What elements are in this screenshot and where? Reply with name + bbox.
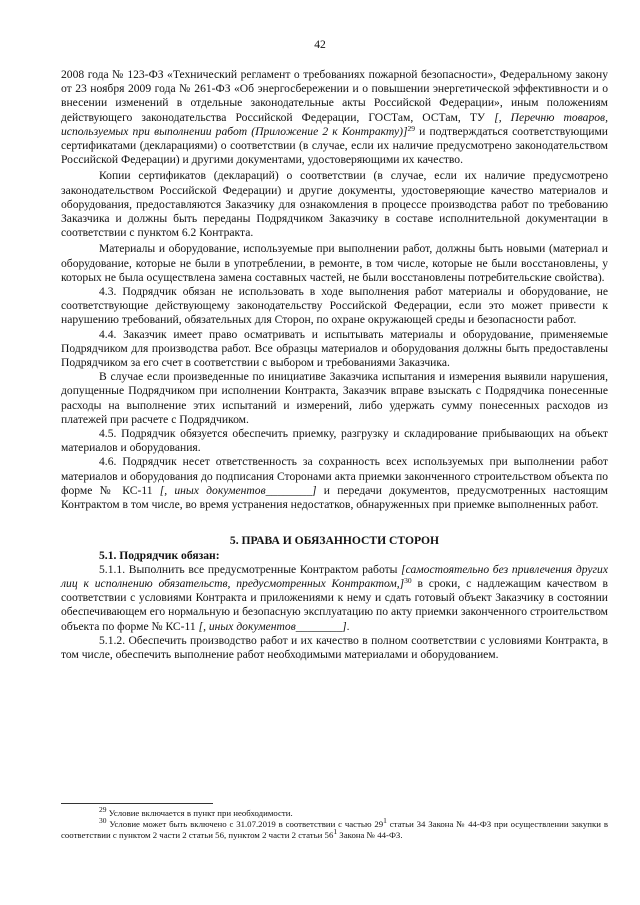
footnote-30: $^{30}$ Условие может быть включено с 31.07.2019 в соответствии с частью $29^1$ статьи 34 Закона № 44-ФЗ при осуществлении закупки в соответствии с пунктом 2 части 2 статьи 56, пунктом 2 части 2 статьи $56^1$ Закона № 44-ФЗ. (61, 816, 608, 840)
footnote-ref-29[interactable]: 29 (407, 123, 415, 133)
paragraph-certificates: Копии сертификатов (деклараций) о соответствии (в случае, если их наличие предусмотрено законодательством Российской Федерации) и другие документы, удостоверяющие качество материалов и оборудования, предоставляются Заказчику для ознакомления в процессе производства работ по требованию Заказчика и должны быть переданы Подрядчиком Заказчику в составе исполнительной документации в соответствии с пунктом 6.2 Контракта. (61, 169, 608, 240)
section-subheading: 5.1. Подрядчик обязан: (99, 548, 220, 562)
paragraph-4-6: 4.6. Подрядчик несет ответственность за сохранность всех используемых при выполнении работ материалов и оборудования до подписания Сторонами акта приемки законченного строительством объекта по форме № КС-11 [, иных документов________] и передачи документов, предусмотренных настоящим Контрактом в том числе, во время устранения недостатков, обнаруженных при приемке выполненных работ. (61, 455, 609, 512)
footnote-separator (61, 803, 213, 804)
paragraph-4-4: 4.4. Заказчик имеет право осматривать и испытывать материалы и оборудование, применяемые Подрядчиком для производства работ. Все образцы материалов и оборудования должны быть предоставлены Подрядчиком за его счет в соответствии с выбором и требованиями Заказчика. (61, 327, 608, 370)
paragraph-requirements: 2008 года № 123-ФЗ «Технический регламент о требованиях пожарной безопасности», Федеральному закону от 23 ноября 2009 года № 261-ФЗ «Об энергосбережении и о повышении энергетической эффективности и о внесении изменений в отдельные законодательные акты Российской Федерации», иным положениям действующего законодательства Российской Федерации, ГОСТам, ОСТам, ТУ [, Перечню товаров, используемых при выполнении работ (Приложение 2 к Контракту)]$^{29}$ и подтверждаться соответствующими сертификатами (декларациями) о соответствии (в случае, если их наличие предусмотрено законодательством Российской Федерации) и другими документами, удостоверяющими их качество. (61, 68, 608, 167)
footnote-ref-30[interactable]: 30 (404, 575, 412, 585)
document-body (61, 68, 608, 662)
paragraph-5-1-1: 5.1.1. Выполнить все предусмотренные Контрактом работы [самостоятельно без привлечения других лиц к исполнению обязательств, предусмотренных Контрактом,]$^{30}$ в сроки, с надлежащим качеством в соответствии с условиями Контракта и приложениями к нему и сдать готовый объект Заказчику в состоянии обеспечивающем его нормальную и безопасную эксплуатацию по акту приемки законченного строительством объекта по форме № КС-11 [, иных документов________]. (61, 562, 608, 633)
paragraph-5-1-2: 5.1.2. Обеспечить производство работ и их качество в полном соответствии с условиями Контракта, в том числе, обеспечить выполнение работ необходимыми материалами и оборудованием. (61, 633, 608, 661)
section-heading: 5. ПРАВА И ОБЯЗАННОСТИ СТОРОН (229, 534, 440, 548)
page-number: 42 (314, 38, 326, 51)
paragraph-4-3: 4.3. Подрядчик обязан не использовать в ходе выполнения работ материалы и оборудование, не соответствующие действующему законодательству Российской Федерации, если это может привести к нарушению требований, обязательных для Сторон, по охране окружающей среды и безопасности работ. (61, 285, 608, 327)
paragraph-4-5: 4.5. Подрядчик обязуется обеспечить приемку, разгрузку и складирование прибывающих на объект материалов и оборудования. (61, 427, 608, 455)
paragraph-testing-costs: В случае если произведенные по инициативе Заказчика испытания и измерения выявили нарушения, допущенные Подрядчиком при исполнении Контракта, Заказчик вправе взыскать с Подрядчика понесенные расходы на выполнение этих испытаний и измерений, либо удержать сумму понесенных расходов из платежей при расчете с Подрядчиком. (61, 370, 608, 426)
footnote-29: $^{29}$ Условие включается в пункт при необходимости. (99, 805, 293, 818)
paragraph-new-materials: Материалы и оборудование, используемые при выполнении работ, должны быть новыми (материал и оборудование, которые не были в употреблении, в ремонте, в том числе, которые не были восстановлены, у которых не была осуществлена замена составных частей, не были восстановлены потребительские свойства). (61, 242, 608, 284)
footnotes (61, 805, 608, 841)
